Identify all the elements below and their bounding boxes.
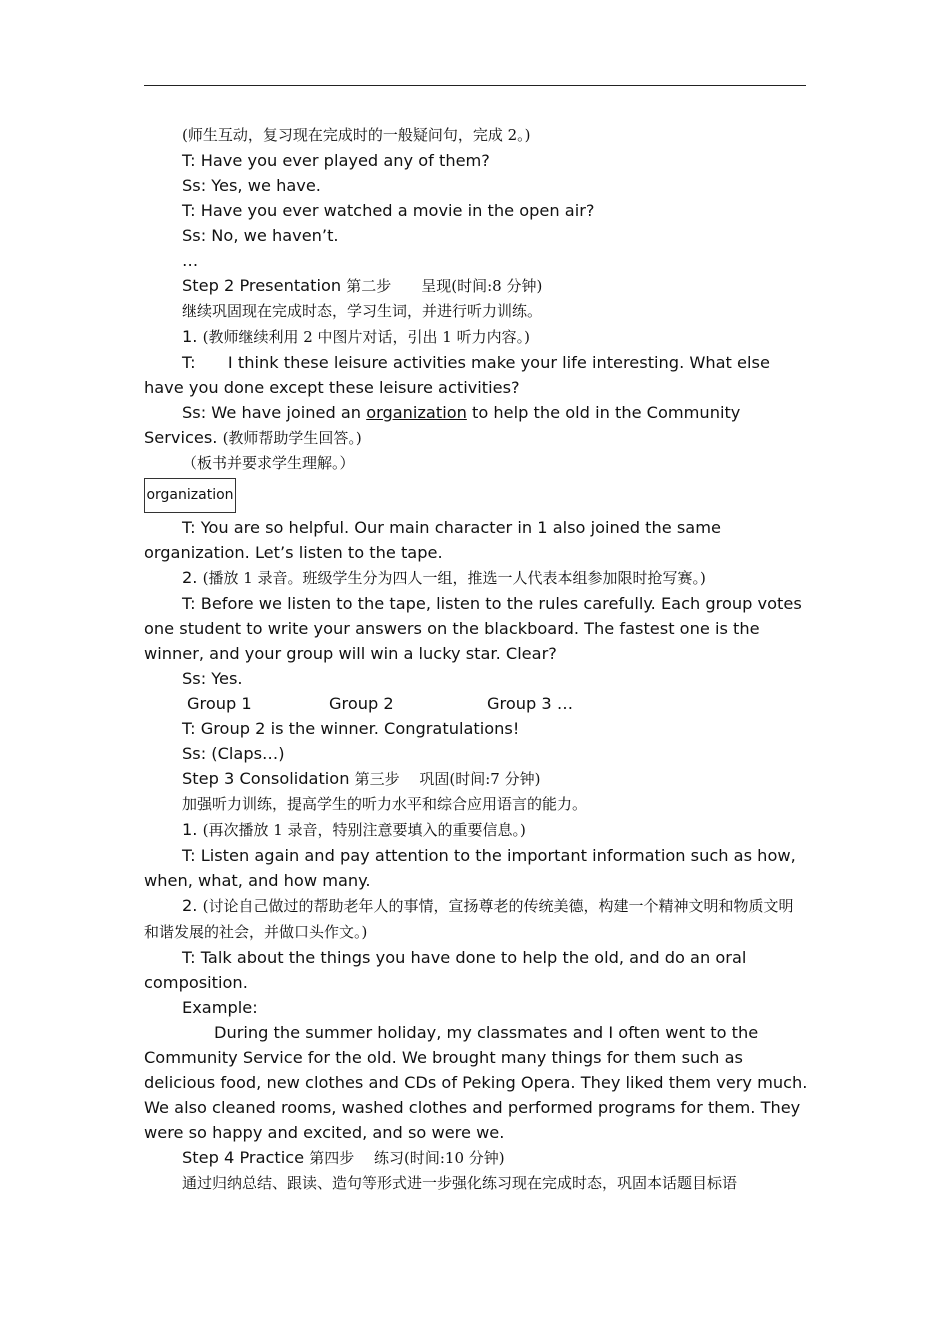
paragraph: T: I think these leisure activities make your life interesting. What else have you done except these leisure activities?: [144, 353, 770, 397]
group-label: Group 1: [187, 694, 252, 713]
paragraph: T: Before we listen to the tape, listen to the rules carefully. Each group votes one student to write your answers on the blackboard. The fastest one is the winner, and your group will win a lucky star. Clear?: [144, 594, 802, 663]
paragraph: T: Group 2 is the winner. Congratulations!: [182, 719, 520, 738]
group-row: [144, 691, 808, 716]
step-heading: Step 4 Practice 第四步 练习(时间:10 分钟): [182, 1148, 505, 1167]
paragraph: Ss: We have joined an organization to help the old in the Community Services. (教师帮助学生回答。): [144, 403, 741, 447]
paragraph: Ss: (Claps…): [182, 744, 285, 763]
paragraph: 2. (讨论自己做过的帮助老年人的事情，宣扬尊老的传统美德，构建一个精神文明和物质文明和谐发展的社会，并做口头作文。): [144, 896, 794, 941]
paragraph: T: You are so helpful. Our main character in 1 also joined the same organization. Let’s listen to the tape.: [144, 518, 721, 562]
paragraph: Example:: [182, 998, 258, 1017]
vocab-box: organization: [144, 478, 236, 513]
underlined-word: organization: [366, 403, 467, 422]
example-paragraph: During the summer holiday, my classmates and I often went to the Community Service for the old. We brought many things for them such as delicious food, new clothes and CDs of Peking Opera. They liked them very much. We also cleaned rooms, washed clothes and performed programs for them. They were so happy and excited, and so were we.: [144, 1023, 808, 1142]
paragraph: (师生互动，复习现在完成时的一般疑问句，完成 2。): [182, 126, 531, 144]
paragraph: T: Talk about the things you have done to help the old, and do an oral composition.: [144, 948, 747, 992]
group-label: Group 2: [329, 694, 394, 713]
paragraph: 1. (再次播放 1 录音，特别注意要填入的重要信息。): [182, 820, 526, 839]
paragraph: Ss: Yes.: [182, 669, 243, 688]
group-label: Group 3 …: [487, 694, 574, 713]
paragraph: 继续巩固现在完成时态，学习生词，并进行听力训练。: [182, 302, 543, 320]
paragraph: Ss: Yes, we have.: [182, 176, 321, 195]
paragraph: T: Listen again and pay attention to the important information such as how, when, what, and how many.: [144, 846, 796, 890]
paragraph: T: Have you ever played any of them?: [182, 151, 490, 170]
step-heading: Step 3 Consolidation 第三步 巩固(时间:7 分钟): [182, 769, 541, 788]
paragraph: T: Have you ever watched a movie in the open air?: [182, 201, 595, 220]
paragraph: …: [182, 251, 199, 270]
header-rule: [144, 85, 806, 86]
paragraph: Ss: No, we haven’t.: [182, 226, 339, 245]
document-body: [144, 123, 808, 1196]
paragraph: 加强听力训练，提高学生的听力水平和综合应用语言的能力。: [182, 795, 588, 813]
paragraph: 1. (教师继续利用 2 中图片对话，引出 1 听力内容。): [182, 327, 530, 346]
paragraph: 通过归纳总结、跟读、造句等形式进一步强化练习现在完成时态，巩固本话题目标语: [182, 1174, 738, 1192]
paragraph: （板书并要求学生理解。）: [182, 454, 355, 472]
paragraph: 2. (播放 1 录音。班级学生分为四人一组，推选一人代表本组参加限时抢写赛。): [182, 568, 706, 587]
step-heading: Step 2 Presentation 第二步 呈现(时间:8 分钟): [182, 276, 543, 295]
